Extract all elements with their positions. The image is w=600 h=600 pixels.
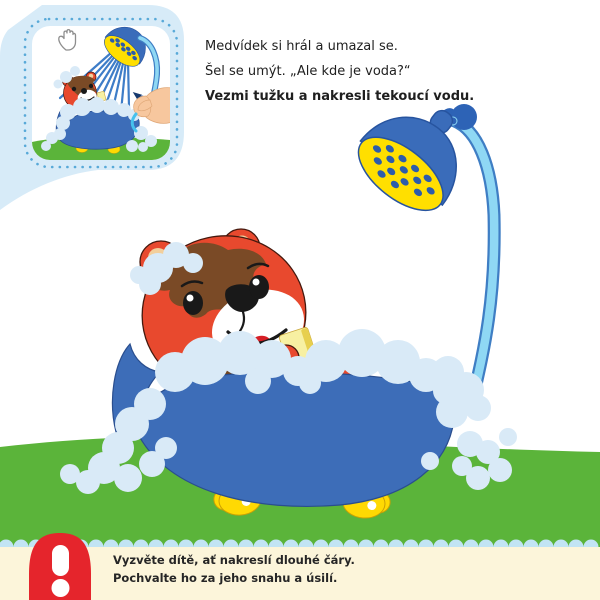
story-line-1: Medvídek si hrál a umazal se. [205,39,398,54]
story-line-2: Šel se umýt. „Ale kde je voda?“ [205,64,411,79]
tip-line-1: Vyzvěte dítě, ať nakreslí dlouhé čáry. [113,553,355,567]
story-text [205,34,474,109]
parent-tip [113,551,355,587]
task-line: Vezmi tužku a nakresli tekoucí vodu. [205,89,475,104]
exclamation-icon [52,545,70,597]
alert-badge [29,533,91,600]
tip-line-2: Pochvalte ho za jeho snahu a úsilí. [113,571,338,585]
